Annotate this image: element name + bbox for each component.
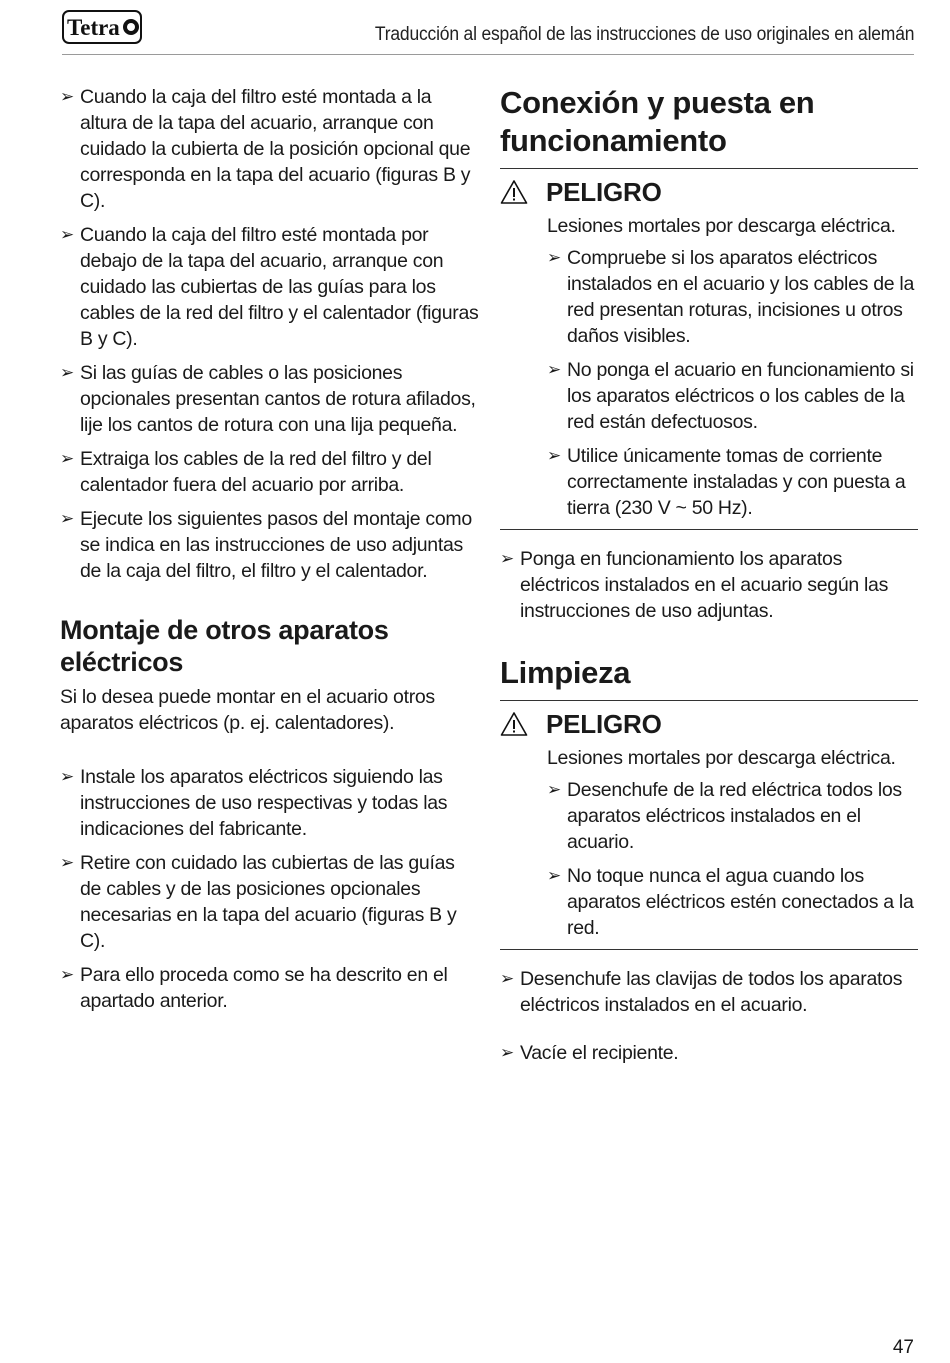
danger-header <box>500 175 918 209</box>
bullet-list-mounting <box>60 764 480 1014</box>
warning-triangle-icon <box>500 179 528 205</box>
arrowhead-bullet-icon: ➢ <box>60 965 74 984</box>
list-item: ➢ Cuando la caja del filtro esté montada a la altura de la tapa del acuario, arranque con cuidado la cubierta de la posición opcional que corresponda en la tapa del acuario (figuras B y C). <box>60 86 471 212</box>
arrowhead-bullet-icon: ➢ <box>60 767 74 786</box>
danger-box-connection <box>500 168 918 530</box>
arrowhead-bullet-icon: ➢ <box>60 449 74 468</box>
arrowhead-bullet-icon: ➢ <box>60 225 74 244</box>
list-item: ➢ Ejecute los siguientes pasos del montaje como se indica en las instrucciones de uso adjuntas de la caja del filtro, el filtro y el calentador. <box>60 508 472 582</box>
danger-lead: Lesiones mortales por descarga eléctrica. <box>547 747 896 769</box>
list-item: ➢ Retire con cuidado las cubiertas de las guías de cables y de las posiciones opcionales necesarias en la tapa del acuario (figuras B y C). <box>60 852 457 952</box>
danger-box-cleaning <box>500 700 918 950</box>
list-item: ➢ Desenchufe de la red eléctrica todos los aparatos eléctricos instalados en el acuario. <box>547 779 902 853</box>
list-item: ➢ Para ello proceda como se ha descrito en el apartado anterior. <box>60 964 448 1012</box>
danger-header <box>500 707 918 741</box>
section-title-cleaning: Limpieza <box>500 655 631 690</box>
danger-lead: Lesiones mortales por descarga eléctrica. <box>547 215 896 237</box>
warning-triangle-icon <box>500 711 528 737</box>
arrowhead-bullet-icon: ➢ <box>547 360 561 379</box>
list-item: ➢ Cuando la caja del filtro esté montada por debajo de la tapa del acuario, arranque con cuidado las cubiertas de las guías para los cables de la red del filtro y el calentador (figuras B y C). <box>60 224 479 350</box>
list-item: ➢ Extraiga los cables de la red del filtro y del calentador fuera del acuario por arriba. <box>60 448 432 496</box>
header-divider <box>62 54 914 55</box>
section-title-mounting: Montaje de otros aparatos eléctricos <box>60 615 389 677</box>
list-item: ➢ Ponga en funcionamiento los aparatos eléctricos instalados en el acuario según las instrucciones de uso adjuntas. <box>500 548 889 622</box>
list-item: ➢ Instale los aparatos eléctricos siguiendo las instrucciones de uso respectivas y todas las indicaciones del fabricante. <box>60 766 448 840</box>
list-item: ➢ Compruebe si los aparatos eléctricos instalados en el acuario y los cables de la red presentan roturas, incisiones u otros daños visibles. <box>547 247 914 347</box>
arrowhead-bullet-icon: ➢ <box>60 853 74 872</box>
arrowhead-bullet-icon: ➢ <box>547 446 561 465</box>
arrowhead-bullet-icon: ➢ <box>60 87 74 106</box>
bullet-list-cleaning <box>500 966 918 1066</box>
arrowhead-bullet-icon: ➢ <box>60 363 74 382</box>
arrowhead-bullet-icon: ➢ <box>500 1043 514 1062</box>
danger-title: PELIGRO <box>546 177 662 207</box>
section-intro: Si lo desea puede montar en el acuario otros aparatos eléctricos (p. ej. calentadores). <box>60 686 435 734</box>
list-item: ➢ No ponga el acuario en funcionamiento si los aparatos eléctricos o los cables de la red están defectuosos. <box>547 359 914 433</box>
list-item: ➢ No toque nunca el agua cuando los aparatos eléctricos estén conectados a la red. <box>547 865 914 939</box>
right-column <box>500 84 918 1074</box>
danger-title: PELIGRO <box>546 709 662 739</box>
arrowhead-bullet-icon: ➢ <box>500 969 514 988</box>
bullet-list-top <box>60 84 480 584</box>
page-number: 47 <box>892 1337 914 1358</box>
arrowhead-bullet-icon: ➢ <box>500 549 514 568</box>
arrowhead-bullet-icon: ➢ <box>60 509 74 528</box>
arrowhead-bullet-icon: ➢ <box>547 866 561 885</box>
bullet-list-connection <box>500 546 918 624</box>
list-item: ➢ Si las guías de cables o las posiciones opcionales presentan cantos de rotura afilados, lije los cantos de rotura con una lija pequeña. <box>60 362 476 436</box>
list-item: ➢ Vacíe el recipiente. <box>500 1042 679 1064</box>
svg-text:Tetra: Tetra <box>67 15 120 40</box>
left-column <box>60 84 480 1022</box>
list-item: ➢ Desenchufe las clavijas de todos los aparatos eléctricos instalados en el acuario. <box>500 968 903 1016</box>
arrowhead-bullet-icon: ➢ <box>547 248 561 267</box>
list-item: ➢ Utilice únicamente tomas de corriente correctamente instaladas y con puesta a tierra (230 V ~ 50 Hz). <box>547 445 906 519</box>
header-title: Traducción al español de las instrucciones de uso originales en alemán <box>374 24 914 45</box>
arrowhead-bullet-icon: ➢ <box>547 780 561 799</box>
tetra-logo <box>62 10 142 44</box>
section-title-connection: Conexión y puesta en funcionamiento <box>500 85 815 158</box>
